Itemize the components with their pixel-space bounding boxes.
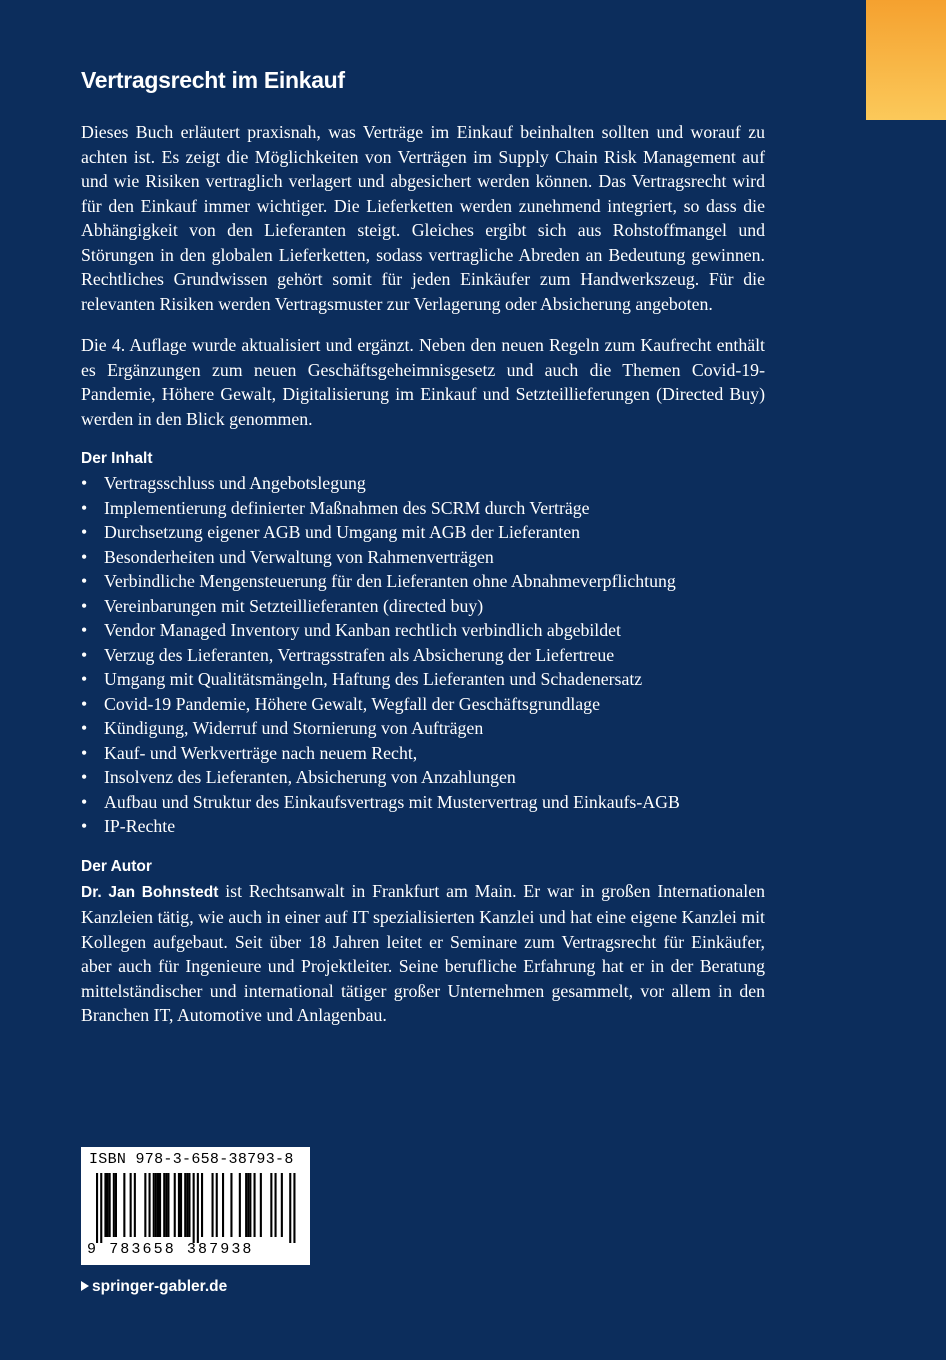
bullet-icon: •: [81, 791, 88, 812]
list-item: • Umgang mit Qualitätsmängeln, Haftung des Lieferanten und Schadenersatz: [81, 667, 765, 692]
barcode-bar: [167, 1173, 169, 1237]
bullet-icon: •: [81, 644, 88, 665]
barcode-bar: [113, 1173, 115, 1237]
list-item: • Implementierung definierter Maßnahmen des SCRM durch Verträge: [81, 496, 765, 521]
bullet-icon: •: [81, 571, 88, 591]
barcode-bar: [115, 1173, 117, 1237]
bullet-icon: •: [81, 693, 88, 714]
barcode-bar: [247, 1173, 249, 1237]
list-item: • Verbindliche Mengensteuerung für den Lieferanten ohne Abnahmeverpflichtung: [81, 569, 765, 594]
author-heading: Der Autor: [81, 857, 152, 875]
barcode-bar: [149, 1173, 151, 1237]
barcode-bar: [260, 1173, 262, 1237]
contents-list: [81, 471, 765, 839]
barcode-bar: [134, 1173, 136, 1237]
accent-bar: [866, 0, 946, 1360]
accent-bar-top: [866, 0, 946, 120]
author-bio-text: ist Rechtsanwalt in Frankfurt am Main. Er war in großen Internationalen Kanzleien tätig, wie auch in einer auf IT spezialisierten Kanzlei und hat eine eigene Kanzlei mit Kollegen aufgebaut. Seit über 18 Jahren leitet er Seminare zum Vertragsrecht für Einkäufer, aber auch für Ingenieure und Projektleiter. Seine berufliche Erfahrung hat er in der Beratung mittelständischer und international tätiger großer Unternehmen gesammelt, vor allem in den Branchen IT, Automotive und Anlagenbau.: [81, 880, 765, 1025]
description-paragraph: Dieses Buch erläutert praxisnah, was Verträge im Einkauf beinhalten sollten und worauf zu achten ist. Es zeigt die Möglichkeiten von Verträgen im Supply Chain Risk Management auf und wie Risiken vertraglich verlagert und abgesichert werden können. Das Vertragsrecht wird für den Einkauf immer wichtiger. Die Lieferketten werden zunehmend integriert, so dass die Abhängigkeit von den Lieferanten steigt. Gleiches ergibt sich aus Rohstoffmangel und Störungen in den globalen Lieferketten, sodass vertragliche Abreden an Bedeutung gewinnen. Rechtliches Grundwissen gehört somit für jeden Einkäufer zum Handwerkszeug. Für die relevanten Risiken werden Vertragsmuster zur Verlagerung oder Absicherung angeboten.: [81, 122, 765, 314]
bullet-icon: •: [81, 546, 88, 567]
barcode-bar: [104, 1173, 106, 1237]
barcode-bar: [123, 1173, 125, 1237]
list-item: • Besonderheiten und Verwaltung von Rahmenverträgen: [81, 545, 765, 570]
bullet-icon: •: [81, 473, 88, 493]
barcode-bar: [153, 1173, 155, 1237]
accent-bar-rest: [866, 120, 946, 1360]
barcode-bar: [155, 1173, 157, 1237]
barcode-bar: [180, 1173, 182, 1237]
barcode-bar: [245, 1173, 247, 1237]
bullet-icon: •: [81, 497, 88, 518]
bullet-icon: •: [81, 767, 88, 787]
contents-heading: Der Inhalt: [81, 450, 153, 467]
barcode-bar: [174, 1173, 176, 1237]
ean-digits: 9 783658 387938: [87, 1241, 254, 1258]
barcode-bar: [165, 1173, 167, 1237]
list-item: • Durchsetzung eigener AGB und Umgang mit AGB der Lieferanten: [81, 520, 765, 545]
barcode-bar: [216, 1173, 218, 1237]
barcode-bar: [178, 1173, 180, 1237]
barcode-bar: [230, 1173, 232, 1237]
list-item: • Vendor Managed Inventory und Kanban rechtlich verbindlich abgebildet: [81, 618, 765, 643]
barcode-bar: [293, 1173, 295, 1243]
bullet-icon: •: [81, 620, 88, 640]
bullet-icon: •: [81, 742, 88, 763]
barcode-bar: [163, 1173, 165, 1237]
list-item: • Covid-19 Pandemie, Höhere Gewalt, Wegfall der Geschäftsgrundlage: [81, 692, 765, 717]
barcode-bar: [107, 1173, 109, 1237]
bullet-icon: •: [81, 718, 88, 738]
list-item: • Kauf- und Werkverträge nach neuem Recht,: [81, 741, 765, 766]
barcode-bar: [159, 1173, 161, 1237]
bullet-icon: •: [81, 816, 88, 836]
list-item: • IP-Rechte: [81, 814, 765, 839]
isbn-label: ISBN 978-3-658-38793-8: [89, 1151, 294, 1168]
list-item: • Vereinbarungen mit Setzteillieferanten (directed buy): [81, 594, 765, 619]
barcode-bar: [222, 1173, 224, 1237]
barcode-bar: [193, 1173, 195, 1243]
barcode-bar: [249, 1173, 251, 1237]
barcode-bar: [96, 1173, 98, 1243]
bullet-icon: •: [81, 522, 88, 542]
barcode-bar: [144, 1173, 146, 1237]
barcode-bar: [254, 1173, 256, 1237]
list-item: • Aufbau und Struktur des Einkaufsvertrags mit Mustervertrag und Einkaufs-AGB: [81, 790, 765, 815]
barcode-bar: [100, 1173, 102, 1243]
isbn-barcode: [81, 1147, 310, 1265]
barcode-bar: [281, 1173, 283, 1237]
barcode-bar: [270, 1173, 272, 1237]
barcode-icon: [89, 1173, 301, 1243]
barcode-bar: [109, 1173, 111, 1237]
barcode-bar: [184, 1173, 186, 1237]
barcode-bar: [275, 1173, 277, 1237]
edition-paragraph: Die 4. Auflage wurde aktualisiert und ergänzt. Neben den neuen Regeln zum Kaufrecht enthält es Ergänzungen zum neuen Geschäftsgeheimnisgesetz und auch die Themen Covid-19-Pandemie, Höhere Gewalt, Digitalisierung im Einkauf und Setzteillieferungen (Directed Buy) werden in den Blick genommen.: [81, 335, 765, 429]
bullet-icon: •: [81, 595, 88, 616]
list-item: • Insolvenz des Lieferanten, Absicherung von Anzahlungen: [81, 765, 765, 790]
list-item: • Kündigung, Widerruf und Stornierung von Aufträgen: [81, 716, 765, 741]
author-name: Dr. Jan Bohnstedt: [81, 883, 219, 901]
list-item: • Verzug des Lieferanten, Vertragsstrafen als Absicherung der Liefertreue: [81, 643, 765, 668]
barcode-bar: [212, 1173, 214, 1237]
barcode-bar: [130, 1173, 132, 1237]
barcode-bar: [186, 1173, 188, 1237]
list-item: • Vertragsschluss und Angebotslegung: [81, 471, 765, 496]
barcode-bar: [197, 1173, 199, 1243]
back-cover-text: [81, 64, 765, 1045]
barcode-bar: [289, 1173, 291, 1243]
barcode-bar: [188, 1173, 190, 1237]
author-bio: [81, 879, 765, 1028]
bullet-icon: •: [81, 669, 88, 689]
barcode-bar: [239, 1173, 241, 1237]
publisher-link[interactable]: [81, 1276, 227, 1298]
publisher-url: springer-gabler.de: [92, 1278, 228, 1295]
barcode-bar: [157, 1173, 159, 1237]
barcode-bar: [201, 1173, 203, 1237]
book-title: Vertragsrecht im Einkauf: [81, 67, 345, 93]
arrow-right-icon: [81, 1281, 89, 1291]
